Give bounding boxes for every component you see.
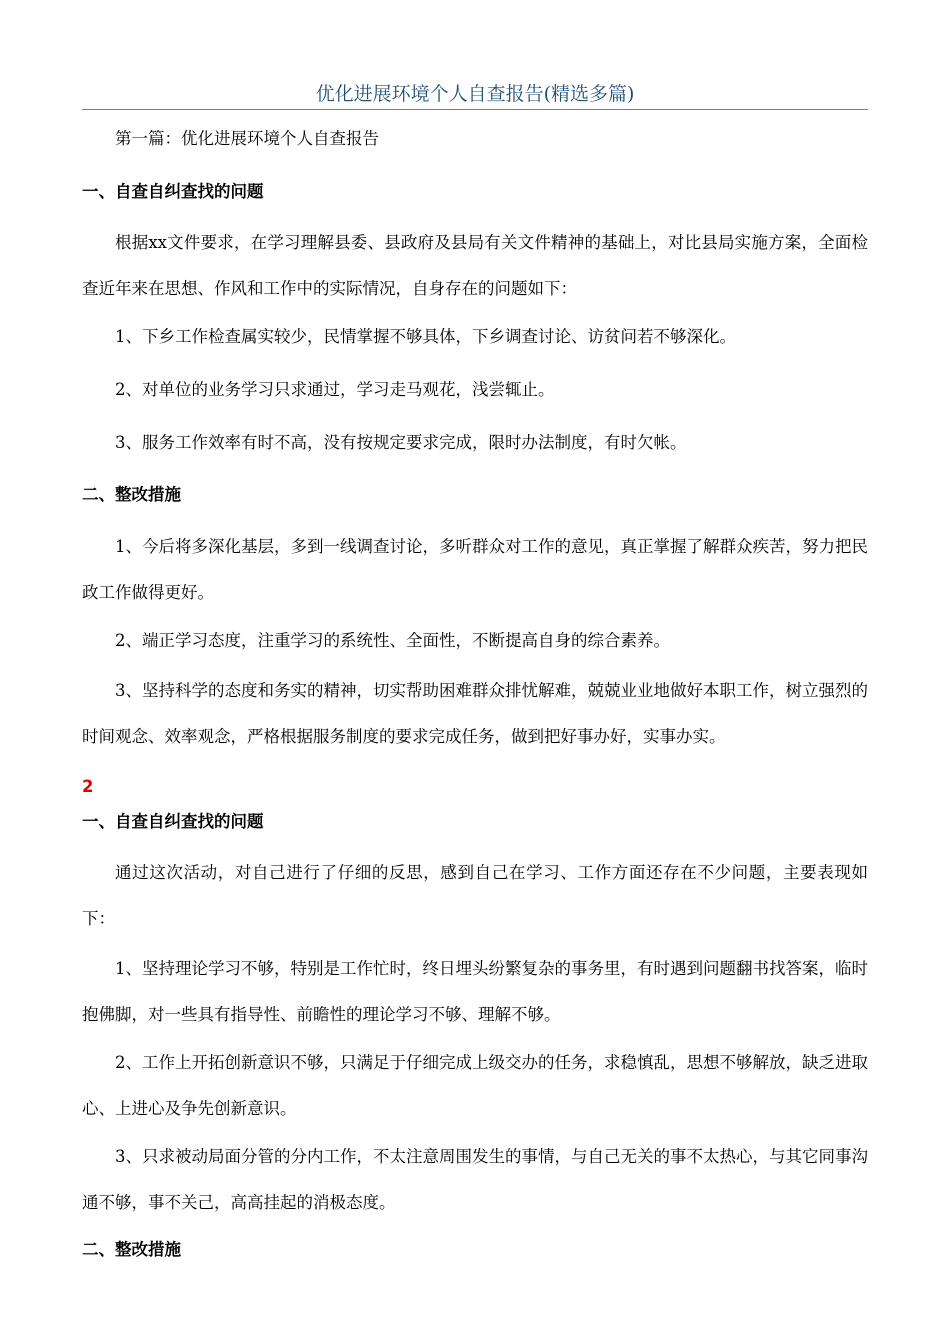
part-one-measure-2: 2、端正学习态度，注重学习的系统性、全面性，不断提高自身的综合素养。: [115, 631, 670, 650]
part-one-subtitle: 第一篇：优化进展环境个人自查报告: [115, 129, 379, 148]
part-one-intro: 根据xx文件要求，在学习理解县委、县政府及县局有关文件精神的基础上，对比县局实施方案，全面检查近年来在思想、作风和工作中的实际情况，自身存在的问题如下：: [82, 233, 868, 298]
title-underline: [82, 109, 868, 110]
part-one-measure-1: 1、今后将多深化基层，多到一线调查讨论，多听群众对工作的意见，真正掌握了解群众疾苦，努力把民政工作做得更好。: [82, 537, 868, 602]
part-two-marker: 2: [82, 777, 94, 796]
part-one-heading-measures: 二、整改措施: [82, 485, 181, 504]
part-one-problem-1: 1、下乡工作检查属实较少，民情掌握不够具体，下乡调查讨论、访贫问若不够深化。: [115, 327, 736, 346]
part-two-problem-1: 1、坚持理论学习不够，特别是工作忙时，终日埋头纷繁复杂的事务里，有时遇到问题翻书找答案，临时抱佛脚，对一些具有指导性、前瞻性的理论学习不够、理解不够。: [82, 959, 868, 1024]
part-two-heading-measures: 二、整改措施: [82, 1240, 181, 1259]
document-title: 优化进展环境个人自查报告(精选多篇): [315, 83, 635, 105]
part-one-problem-3: 3、服务工作效率有时不高，没有按规定要求完成，限时办法制度，有时欠帐。: [115, 433, 687, 452]
part-two-heading-problems: 一、自查自纠查找的问题: [82, 812, 264, 831]
part-one-problem-2: 2、对单位的业务学习只求通过，学习走马观花，浅尝辄止。: [115, 380, 555, 399]
part-two-problem-3: 3、只求被动局面分管的分内工作，不太注意周围发生的事情，与自己无关的事不太热心，与其它同事沟通不够，事不关己，高高挂起的消极态度。: [82, 1147, 868, 1212]
part-two-intro: 通过这次活动，对自己进行了仔细的反思，感到自己在学习、工作方面还存在不少问题，主要表现如下：: [82, 863, 868, 928]
part-one-heading-problems: 一、自查自纠查找的问题: [82, 182, 264, 201]
part-one-measure-3: 3、坚持科学的态度和务实的精神，切实帮助困难群众排忧解难，兢兢业业地做好本职工作，树立强烈的时间观念、效率观念，严格根据服务制度的要求完成任务，做到把好事办好，实事办实。: [82, 681, 868, 746]
part-two-problem-2: 2、工作上开拓创新意识不够，只满足于仔细完成上级交办的任务，求稳慎乱，思想不够解放，缺乏进取心、上进心及争先创新意识。: [82, 1053, 868, 1118]
